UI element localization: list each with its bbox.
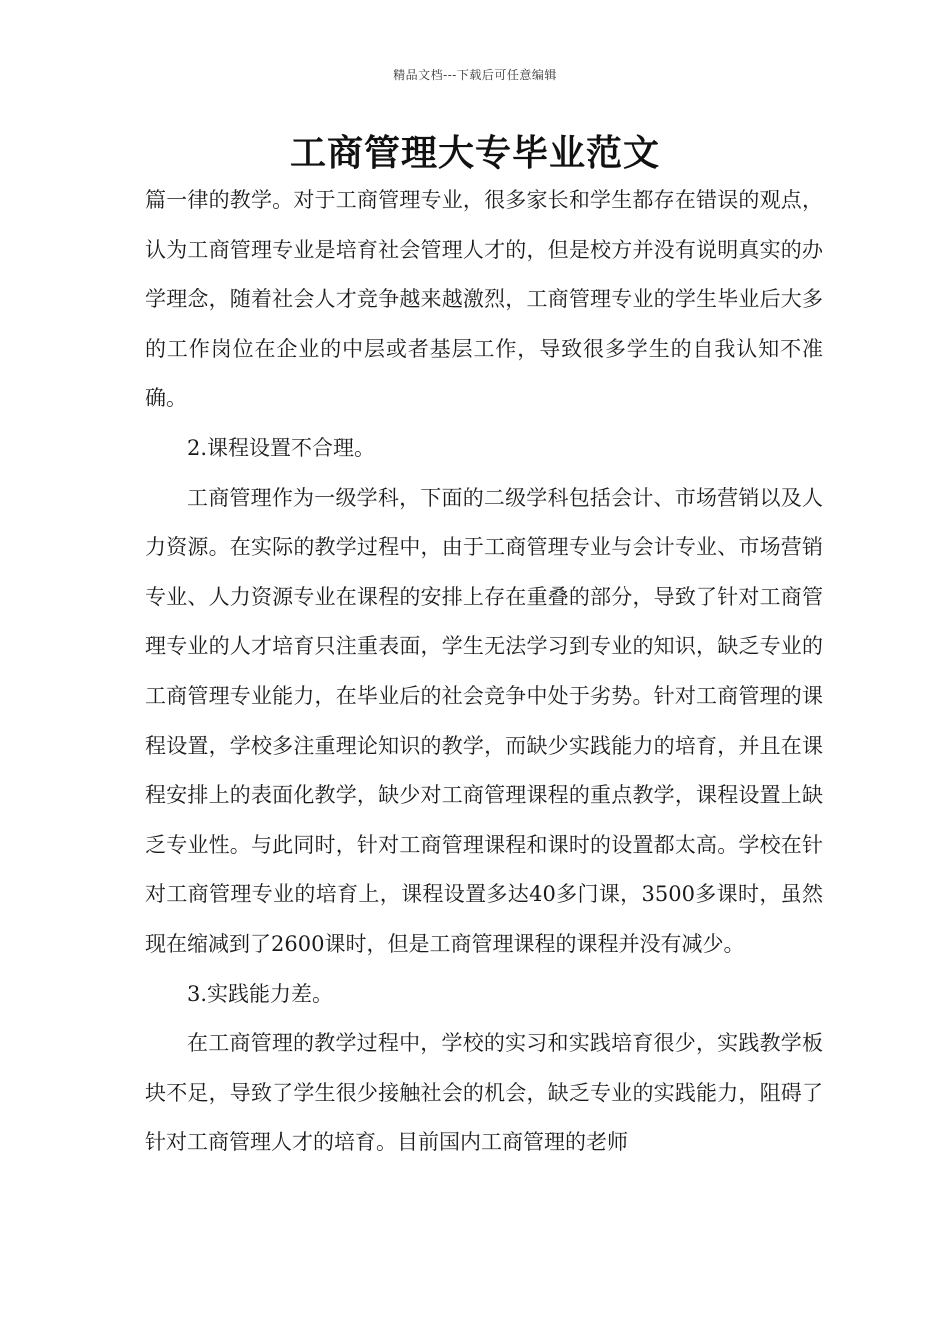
document-body — [145, 176, 823, 1168]
paragraph: 篇一律的教学。对于工商管理专业，很多家长和学生都存在错误的观点，认为工商管理专业是培育社会管理人才的，但是校方并没有说明真实的办学理念，随着社会人才竞争越来越激烈，工商管理专业的学生毕业后大多的工作岗位在企业的中层或者基层工作，导致很多学生的自我认知不准确。 — [145, 188, 823, 411]
paragraph: 工商管理作为一级学科，下面的二级学科包括会计、市场营销以及人力资源。在实际的教学过程中，由于工商管理专业与会计专业、市场营销专业、人力资源专业在课程的安排上存在重叠的部分，导致了针对工商管理专业的人才培育只注重表面，学生无法学习到专业的知识，缺乏专业的工商管理专业能力，在毕业后的社会竞争中处于劣势。针对工商管理的课程设置，学校多注重理论知识的教学，而缺少实践能力的培育，并且在课程安排上的表面化教学，缺少对工商管理课程的重点教学，课程设置上缺乏专业性。与此同时，针对工商管理课程和课时的设置都太高。学校在针对工商管理专业的培育上，课程设置多达40多门课，3500多课时，虽然现在缩减到了2600课时，但是工商管理课程的课程并没有减少。 — [145, 485, 823, 956]
document-title: 工商管理大专毕业范文 — [289, 132, 660, 174]
paragraph: 在工商管理的教学过程中，学校的实习和实践培育很少，实践教学板块不足，导致了学生很少接触社会的机会，缺乏专业的实践能力，阻碍了针对工商管理人才的培育。目前国内工商管理的老师 — [145, 1031, 823, 1155]
section-heading: 2.课程设置不合理。 — [187, 435, 376, 460]
header-note: 精品文档---下载后可任意编辑 — [393, 68, 557, 82]
section-heading: 3.实践能力差。 — [187, 981, 334, 1006]
